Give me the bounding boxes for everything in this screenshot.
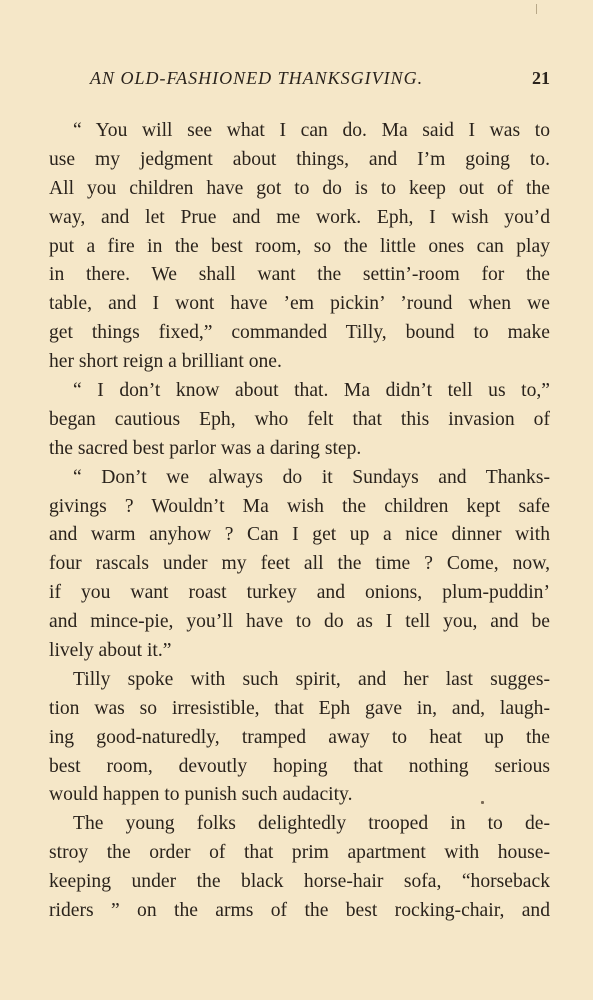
running-title: AN OLD-FASHIONED THANKSGIVING. — [90, 68, 424, 88]
text-line: keeping under the black horse-hair sofa, “horseback — [49, 871, 550, 893]
text-line: the sacred best parlor was a daring step. — [49, 437, 362, 459]
text-line: givings ? Wouldn’t Ma wish the children kept safe — [49, 495, 550, 517]
text-line: in there. We shall want the settin’-room for the — [49, 264, 550, 286]
text-line: The young folks delightedly trooped in to de- — [73, 813, 550, 835]
text-line: four rascals under my feet all the time ? Come, now, — [49, 553, 550, 575]
text-line: way, and let Prue and me work. Eph, I wish you’d — [49, 206, 550, 228]
paragraph — [49, 810, 550, 926]
paragraph — [49, 464, 550, 666]
text-line: All you children have got to do is to keep out of the — [49, 177, 550, 199]
text-line: table, and I wont have ’em pickin’ ’round when we — [49, 293, 550, 315]
text-line: best room, devoutly hoping that nothing serious — [49, 755, 550, 777]
text-line: “ Don’t we always do it Sundays and Thanks- — [73, 466, 550, 488]
page-number: 21 — [532, 68, 550, 88]
text-line: and warm anyhow ? Can I get up a nice dinner with — [49, 524, 550, 546]
text-line: would happen to punish such audacity. — [49, 784, 353, 806]
text-line: if you want roast turkey and onions, plum-puddin’ — [49, 582, 550, 604]
paragraph — [49, 377, 550, 464]
text-line: began cautious Eph, who felt that this invasion of — [49, 408, 550, 430]
text-line: use my jedgment about things, and I’m going to. — [49, 148, 550, 170]
text-line: stroy the order of that prim apartment with house- — [49, 842, 550, 864]
text-line: and mince-pie, you’ll have to do as I tell you, and be — [49, 611, 550, 633]
page-body — [49, 117, 550, 926]
text-line: tion was so irresistible, that Eph gave in, and, laugh- — [49, 697, 550, 719]
paragraph — [49, 117, 550, 377]
text-line: get things fixed,” commanded Tilly, bound to make — [49, 322, 550, 344]
text-line: her short reign a brilliant one. — [49, 351, 282, 373]
text-line: put a fire in the best room, so the little ones can play — [49, 235, 550, 257]
print-speck — [481, 801, 484, 804]
page-edge-mark — [536, 4, 537, 14]
text-line: ing good-naturedly, tramped away to heat up the — [49, 726, 550, 748]
text-line: lively about it.” — [49, 640, 172, 662]
text-line: “ I don’t know about that. Ma didn’t tell us to,” — [73, 380, 550, 402]
text-line: riders ” on the arms of the best rocking-chair, and — [49, 900, 550, 922]
page-header — [90, 68, 550, 92]
paragraph — [49, 666, 550, 810]
text-line: “ You will see what I can do. Ma said I was to — [73, 120, 550, 141]
text-line: Tilly spoke with such spirit, and her last sugges- — [73, 668, 550, 690]
